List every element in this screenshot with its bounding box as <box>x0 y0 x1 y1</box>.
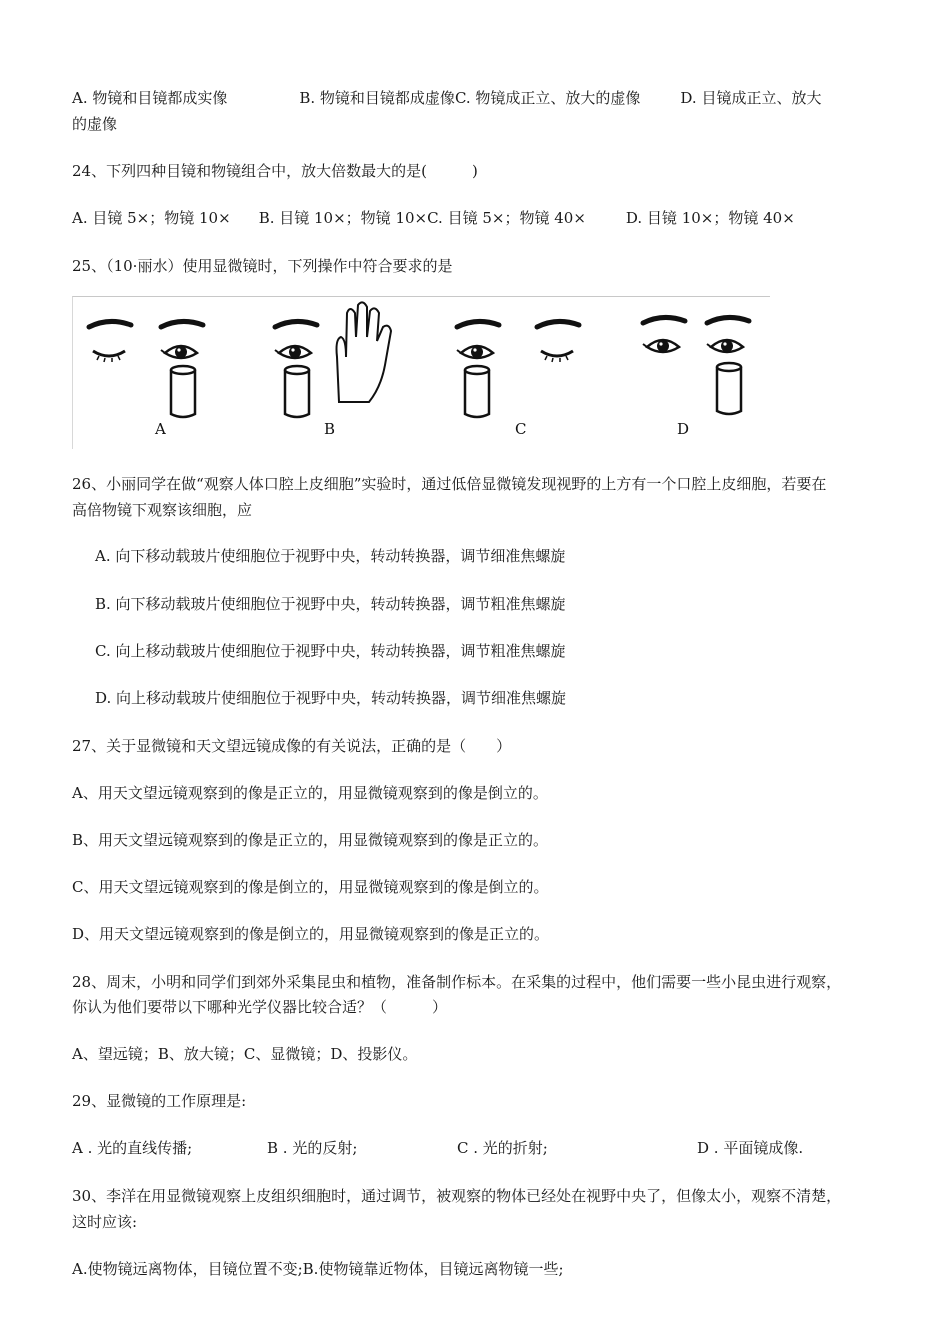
q29-option-b: B . 光的反射; <box>267 1139 358 1157</box>
q30-stem-line2: 这时应该: <box>72 1213 138 1231</box>
q24-stem: 24、下列四种目镜和物镜组合中，放大倍数最大的是( ) <box>72 162 478 180</box>
panel-c <box>457 321 579 438</box>
q23-option-d: D. 目镜成正立、放大 <box>680 89 822 107</box>
q23-options <box>72 88 821 108</box>
q29-option-a: A . 光的直线传播; <box>72 1139 193 1157</box>
panel-d <box>643 317 749 438</box>
q28-options: A、望远镜；B、放大镜；C、显微镜；D、投影仪。 <box>72 1045 418 1063</box>
q29-option-c: C . 光的折射; <box>457 1139 548 1157</box>
q30-stem-line1: 30、李洋在用显微镜观察上皮组织细胞时，通过调节，被观察的物体已经处在视野中央了，但像太小，观察不清楚， <box>72 1187 842 1205</box>
panel-d-label: D <box>677 420 690 438</box>
q28-stem-line2: 你认为他们要带以下哪种光学仪器比较合适？（ ） <box>72 998 448 1016</box>
q26-option-b: B. 向下移动载玻片使细胞位于视野中央，转动转换器，调节粗准焦螺旋 <box>95 595 566 613</box>
q25-stem: 25、（10·丽水）使用显微镜时，下列操作中符合要求的是 <box>72 257 453 275</box>
q26-option-a: A. 向下移动载玻片使细胞位于视野中央，转动转换器，调节细准焦螺旋 <box>95 547 566 565</box>
q25-figure-svg <box>73 297 770 449</box>
q27-option-b: B、用天文望远镜观察到的像是正立的，用显微镜观察到的像是正立的。 <box>72 831 549 849</box>
q24-option-b: B. 目镜 10×；物镜 10× <box>258 209 428 227</box>
panel-a-label: A <box>155 420 166 438</box>
q28-stem-line1: 28、周末，小明和同学们到郊外采集昆虫和植物，准备制作标本。在采集的过程中，他们需要一些小昆虫进行观察， <box>72 973 842 991</box>
q24-option-c: C. 目镜 5×；物镜 40× <box>427 209 586 227</box>
q29-option-d: D . 平面镜成像. <box>697 1139 804 1157</box>
q24-options <box>72 208 795 228</box>
panel-a <box>89 321 203 438</box>
q24-option-a: A. 目镜 5×；物镜 10× <box>72 209 231 227</box>
hand-icon <box>337 302 392 402</box>
q26-option-c: C. 向上移动载玻片使细胞位于视野中央，转动转换器，调节粗准焦螺旋 <box>95 642 566 660</box>
q27-option-c: C、用天文望远镜观察到的像是倒立的，用显微镜观察到的像是倒立的。 <box>72 878 549 896</box>
q26-stem-line1: 26、小丽同学在做“观察人体口腔上皮细胞”实验时，通过低倍显微镜发现视野的上方有一个口腔上皮细胞，若要在 <box>72 475 827 493</box>
q23-option-c: C. 物镜成正立、放大的虚像 <box>454 89 641 107</box>
q29-stem: 29、显微镜的工作原理是: <box>72 1092 247 1110</box>
panel-b <box>275 302 391 438</box>
q27-option-a: A、用天文望远镜观察到的像是正立的，用显微镜观察到的像是倒立的。 <box>72 784 548 802</box>
panel-c-label: C <box>515 420 527 438</box>
q23-option-b: B. 物镜和目镜都成虚像 <box>299 89 455 107</box>
q23-option-a: A. 物镜和目镜都成实像 <box>72 89 228 107</box>
q23-option-d-continued: 的虚像 <box>72 115 118 133</box>
panel-b-label: B <box>324 420 336 438</box>
q25-eye-figure <box>72 296 770 449</box>
q26-option-d: D. 向上移动载玻片使细胞位于视野中央，转动转换器，调节细准焦螺旋 <box>95 689 567 707</box>
q24-option-d: D. 目镜 10×；物镜 40× <box>625 209 795 227</box>
q26-stem-line2: 高倍物镜下观察该细胞，应 <box>72 501 253 519</box>
q30-options-line: A.使物镜远离物体，目镜位置不变;B.使物镜靠近物体，目镜远离物镜一些; <box>72 1260 564 1278</box>
q27-stem: 27、关于显微镜和天文望远镜成像的有关说法，正确的是（ ） <box>72 737 512 755</box>
q27-option-d: D、用天文望远镜观察到的像是倒立的，用显微镜观察到的像是正立的。 <box>72 925 550 943</box>
